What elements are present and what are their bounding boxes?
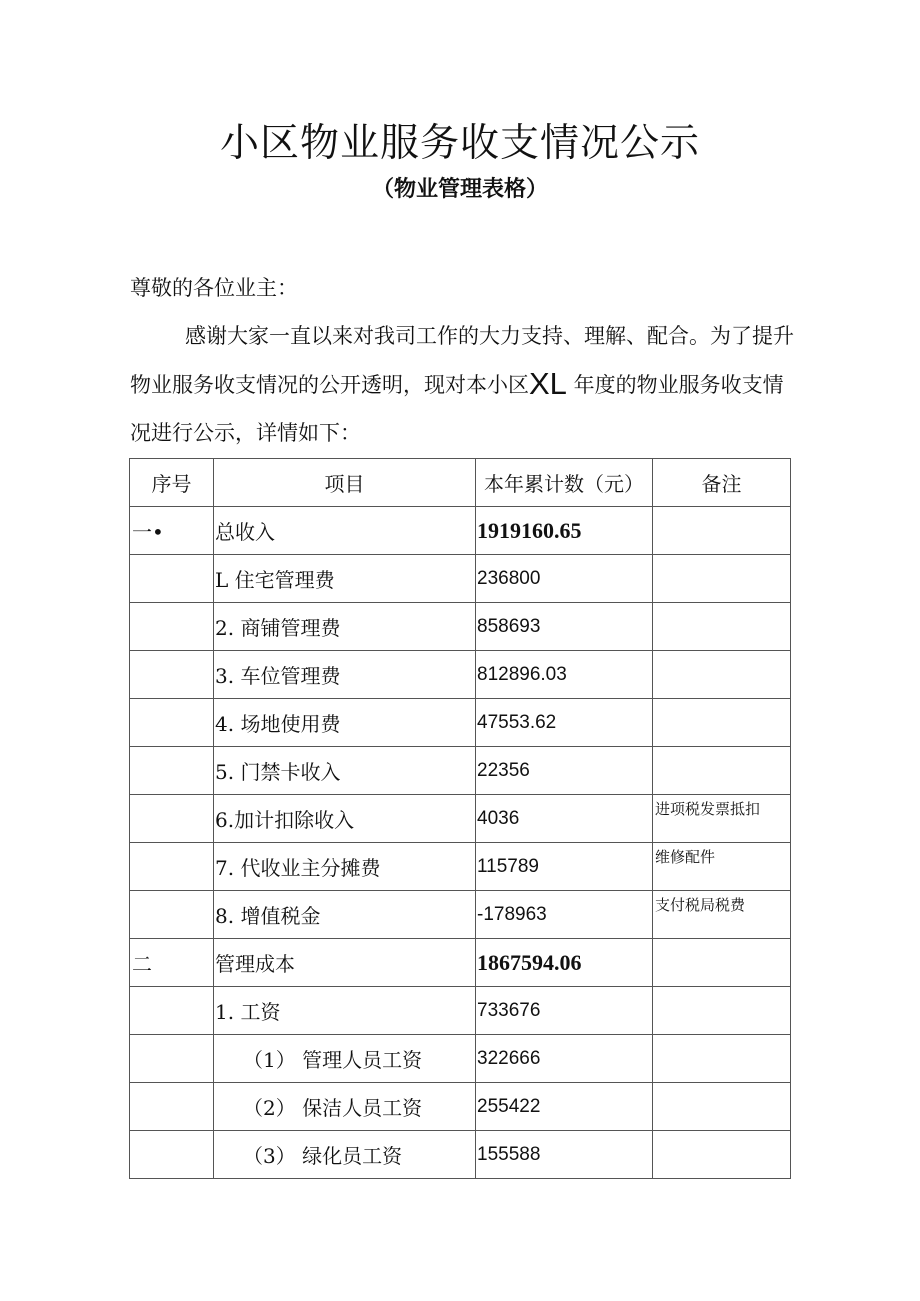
table-row [130, 939, 791, 987]
cell-amount: 812896.03 [476, 651, 653, 699]
cell-seq [130, 651, 214, 699]
table-row [130, 555, 791, 603]
cell-amount: 322666 [476, 1035, 653, 1083]
cell-item: 5. 门禁卡收入 [214, 747, 476, 795]
cell-note: 维修配件 [653, 843, 791, 891]
table-row [130, 507, 791, 555]
cell-seq [130, 747, 214, 795]
cell-amount: 22356 [476, 747, 653, 795]
cell-seq [130, 891, 214, 939]
table-row [130, 1083, 791, 1131]
cell-seq [130, 1035, 214, 1083]
cell-amount: 236800 [476, 555, 653, 603]
cell-amount: 1867594.06 [476, 939, 653, 987]
cell-item: L 住宅管理费 [214, 555, 476, 603]
cell-note [653, 1035, 791, 1083]
cell-note [653, 987, 791, 1035]
cell-amount: 858693 [476, 603, 653, 651]
header-note: 备注 [653, 459, 791, 507]
cell-amount: 47553.62 [476, 699, 653, 747]
cell-item: 6.加计扣除收入 [214, 795, 476, 843]
cell-item: 4. 场地使用费 [214, 699, 476, 747]
table-header-row [130, 459, 791, 507]
cell-amount: 1919160.65 [476, 507, 653, 555]
header-item: 项目 [214, 459, 476, 507]
cell-amount: 115789 [476, 843, 653, 891]
cell-seq [130, 555, 214, 603]
intro-text-after: 年度的物业服务收支情况进行公示，详情如下： [130, 373, 784, 445]
header-amount: 本年累计数（元） [476, 459, 653, 507]
cell-seq [130, 1083, 214, 1131]
cell-note [653, 747, 791, 795]
cell-seq [130, 699, 214, 747]
cell-seq [130, 603, 214, 651]
cell-note [653, 651, 791, 699]
salutation: 尊敬的各位业主： [130, 276, 298, 300]
cell-seq [130, 987, 214, 1035]
finance-table [129, 458, 791, 1179]
table-row [130, 1131, 791, 1179]
cell-note: 进项税发票抵扣 [653, 795, 791, 843]
cell-note [653, 939, 791, 987]
cell-seq: 二 [130, 939, 214, 987]
cell-item: （2） 保洁人员工资 [214, 1083, 476, 1131]
table-row [130, 699, 791, 747]
cell-note [653, 1131, 791, 1179]
header-seq: 序号 [130, 459, 214, 507]
table-row [130, 987, 791, 1035]
table-row [130, 891, 791, 939]
table-row [130, 747, 791, 795]
year-code: XL [529, 366, 567, 401]
cell-seq [130, 795, 214, 843]
table-body [130, 507, 791, 1179]
table-row [130, 603, 791, 651]
cell-seq [130, 1131, 214, 1179]
cell-item: 3. 车位管理费 [214, 651, 476, 699]
table-row [130, 843, 791, 891]
cell-amount: 733676 [476, 987, 653, 1035]
table-row [130, 651, 791, 699]
document-title: 小区物业服务收支情况公示 [219, 121, 700, 166]
cell-item: 1. 工资 [214, 987, 476, 1035]
cell-item: 管理成本 [214, 939, 476, 987]
cell-seq: 一• [130, 507, 214, 555]
cell-item: 总收入 [214, 507, 476, 555]
cell-item: 2. 商铺管理费 [214, 603, 476, 651]
table-row [130, 1035, 791, 1083]
cell-note [653, 1083, 791, 1131]
cell-amount: 255422 [476, 1083, 653, 1131]
cell-note [653, 555, 791, 603]
cell-amount: -178963 [476, 891, 653, 939]
cell-note [653, 699, 791, 747]
cell-item: 8. 增值税金 [214, 891, 476, 939]
cell-seq [130, 843, 214, 891]
cell-item: 7. 代收业主分摊费 [214, 843, 476, 891]
document-subtitle: （物业管理表格） [371, 177, 548, 202]
cell-amount: 4036 [476, 795, 653, 843]
intro-text-before: 感谢大家一直以来对我司工作的大力支持、理解、配合。为了提升物业服务收支情况的公开透明，现对本小区 [130, 324, 794, 397]
cell-item: （1） 管理人员工资 [214, 1035, 476, 1083]
table-row [130, 795, 791, 843]
cell-item: （3） 绿化员工资 [214, 1131, 476, 1179]
cell-note [653, 507, 791, 555]
intro-paragraph [130, 312, 795, 457]
cell-amount: 155588 [476, 1131, 653, 1179]
cell-note: 支付税局税费 [653, 891, 791, 939]
cell-note [653, 603, 791, 651]
